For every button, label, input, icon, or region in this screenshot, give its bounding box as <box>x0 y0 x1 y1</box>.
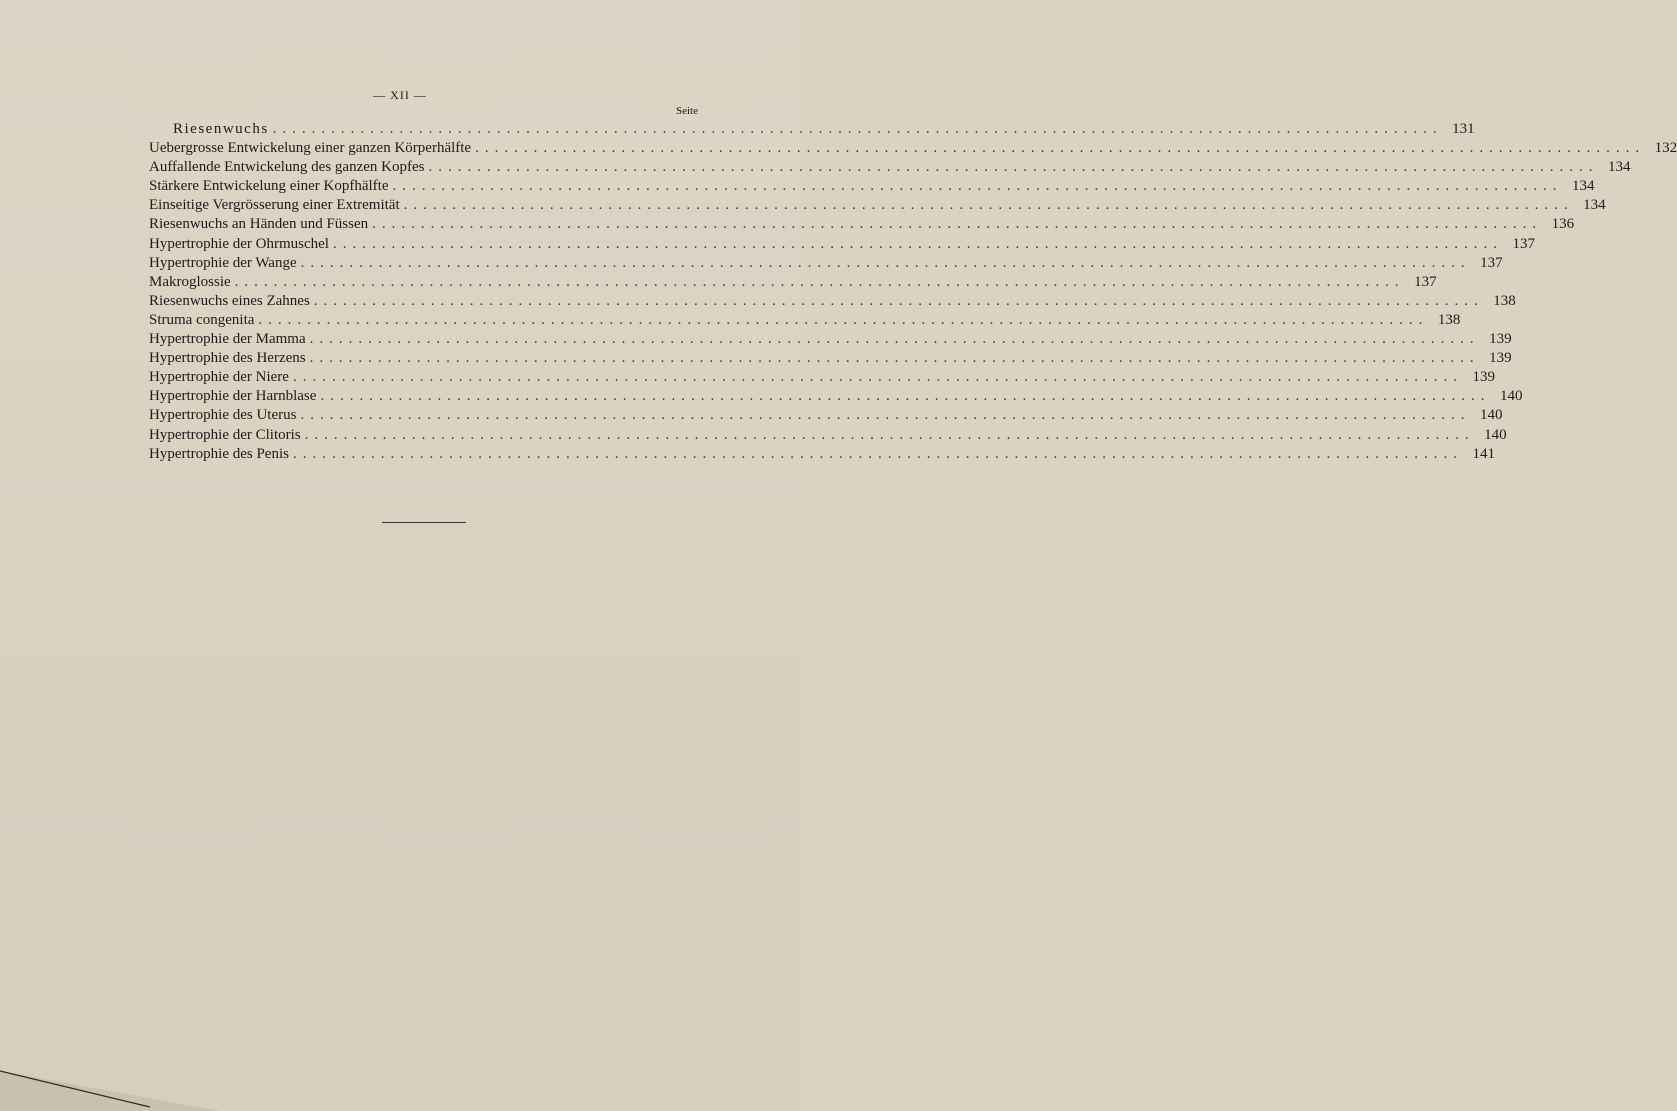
dot-leader: ........................................................................................................................ <box>258 311 1429 328</box>
table-of-contents <box>149 120 1677 464</box>
toc-entry <box>149 273 1437 292</box>
page-column-label: Seite <box>676 105 698 117</box>
toc-entry-title: Hypertrophie des Herzens <box>149 350 306 367</box>
dot-leader: ........................................................................................................................ <box>309 350 1480 367</box>
dot-leader: ........................................................................................................................ <box>292 445 1463 462</box>
toc-entry-page: 134 <box>1572 178 1595 195</box>
toc-entry-title: Hypertrophie des Uterus <box>149 407 297 424</box>
toc-entry-page: 134 <box>1607 159 1631 176</box>
toc-entry-page: 137 <box>1414 273 1437 290</box>
toc-entry-page: 139 <box>1472 369 1495 386</box>
toc-entry-title: Einseitige Vergrösserung einer Extremität <box>149 197 400 214</box>
toc-entry <box>149 235 1535 254</box>
toc-entry <box>149 292 1516 311</box>
page-number-header: — XII — <box>373 88 427 102</box>
toc-entry-title: Hypertrophie der Ohrmuschel <box>149 235 329 252</box>
toc-entry-title: Riesenwuchs an Händen und Füssen <box>149 216 369 233</box>
toc-entry-page: 141 <box>1472 445 1495 462</box>
toc-entry <box>149 330 1512 349</box>
page-corner-fold <box>0 1031 220 1111</box>
dot-leader: ........................................................................................................................ <box>300 407 1471 424</box>
dot-leader: ........................................................................................................................ <box>372 216 1543 233</box>
toc-entry <box>149 196 1606 215</box>
toc-entry <box>149 426 1507 445</box>
dot-leader: ........................................................................................................................ <box>292 369 1463 386</box>
dot-leader: ........................................................................................................................ <box>392 178 1563 195</box>
toc-entry-page: 138 <box>1437 311 1461 328</box>
toc-entry-page: 137 <box>1480 254 1503 271</box>
toc-entry-title: Auffallende Entwickelung des ganzen Kopfes <box>149 159 425 176</box>
dot-leader: ........................................................................................................................ <box>428 159 1599 176</box>
section-divider-rule <box>382 522 466 523</box>
toc-entry <box>149 215 1575 234</box>
toc-entry-page: 134 <box>1583 197 1606 214</box>
toc-entry-title: Riesenwuchs <box>173 121 269 137</box>
toc-entry-title: Hypertrophie der Wange <box>149 254 297 271</box>
toc-entry-title: Riesenwuchs eines Zahnes <box>149 292 310 309</box>
toc-entry-title: Uebergrosse Entwickelung einer ganzen Körperhälfte <box>149 140 472 157</box>
toc-entry-page: 140 <box>1479 407 1503 424</box>
toc-entry <box>149 368 1495 387</box>
dot-leader: ........................................................................................................................ <box>272 121 1443 137</box>
toc-entry <box>149 387 1523 406</box>
dot-leader: ........................................................................................................................ <box>234 273 1405 290</box>
toc-entry-title: Hypertrophie der Mamma <box>149 331 306 348</box>
toc-entry-title: Hypertrophie der Harnblase <box>149 388 317 405</box>
toc-entry-title: Hypertrophie des Penis <box>149 445 289 462</box>
toc-entry <box>149 254 1503 273</box>
toc-entry-page: 140 <box>1499 388 1523 405</box>
toc-entry <box>149 120 1475 139</box>
dot-leader: ........................................................................................................................ <box>309 331 1480 348</box>
toc-entry <box>149 406 1503 425</box>
toc-entry-page: 136 <box>1551 216 1575 233</box>
toc-entry <box>149 177 1595 196</box>
dot-leader: ........................................................................................................................ <box>403 197 1574 214</box>
toc-entry-page: 138 <box>1493 292 1516 309</box>
dot-leader: ........................................................................................................................ <box>304 426 1475 443</box>
toc-entry <box>149 349 1512 368</box>
dot-leader: ........................................................................................................................ <box>475 140 1646 157</box>
toc-entry <box>149 139 1677 158</box>
dot-leader: ........................................................................................................................ <box>313 292 1484 309</box>
toc-entry-title: Hypertrophie der Clitoris <box>149 426 301 443</box>
toc-entry-title: Stärkere Entwickelung einer Kopfhälfte <box>149 178 389 195</box>
toc-entry-page: 137 <box>1512 235 1535 252</box>
dot-leader: ........................................................................................................................ <box>300 254 1471 271</box>
toc-entry-page: 132 <box>1654 140 1677 157</box>
toc-entry-title: Makroglossie <box>149 273 231 290</box>
toc-entry-title: Struma congenita <box>149 311 255 328</box>
dot-leader: ........................................................................................................................ <box>320 388 1491 405</box>
toc-entry <box>149 445 1495 464</box>
toc-entry-page: 131 <box>1452 121 1475 137</box>
toc-entry <box>149 311 1461 330</box>
toc-entry-title: Hypertrophie der Niere <box>149 369 289 386</box>
toc-entry-page: 140 <box>1484 426 1507 443</box>
dot-leader: ........................................................................................................................ <box>332 235 1503 252</box>
toc-entry-page: 139 <box>1489 350 1512 367</box>
toc-entry-page: 139 <box>1489 331 1512 348</box>
toc-entry <box>149 158 1631 177</box>
